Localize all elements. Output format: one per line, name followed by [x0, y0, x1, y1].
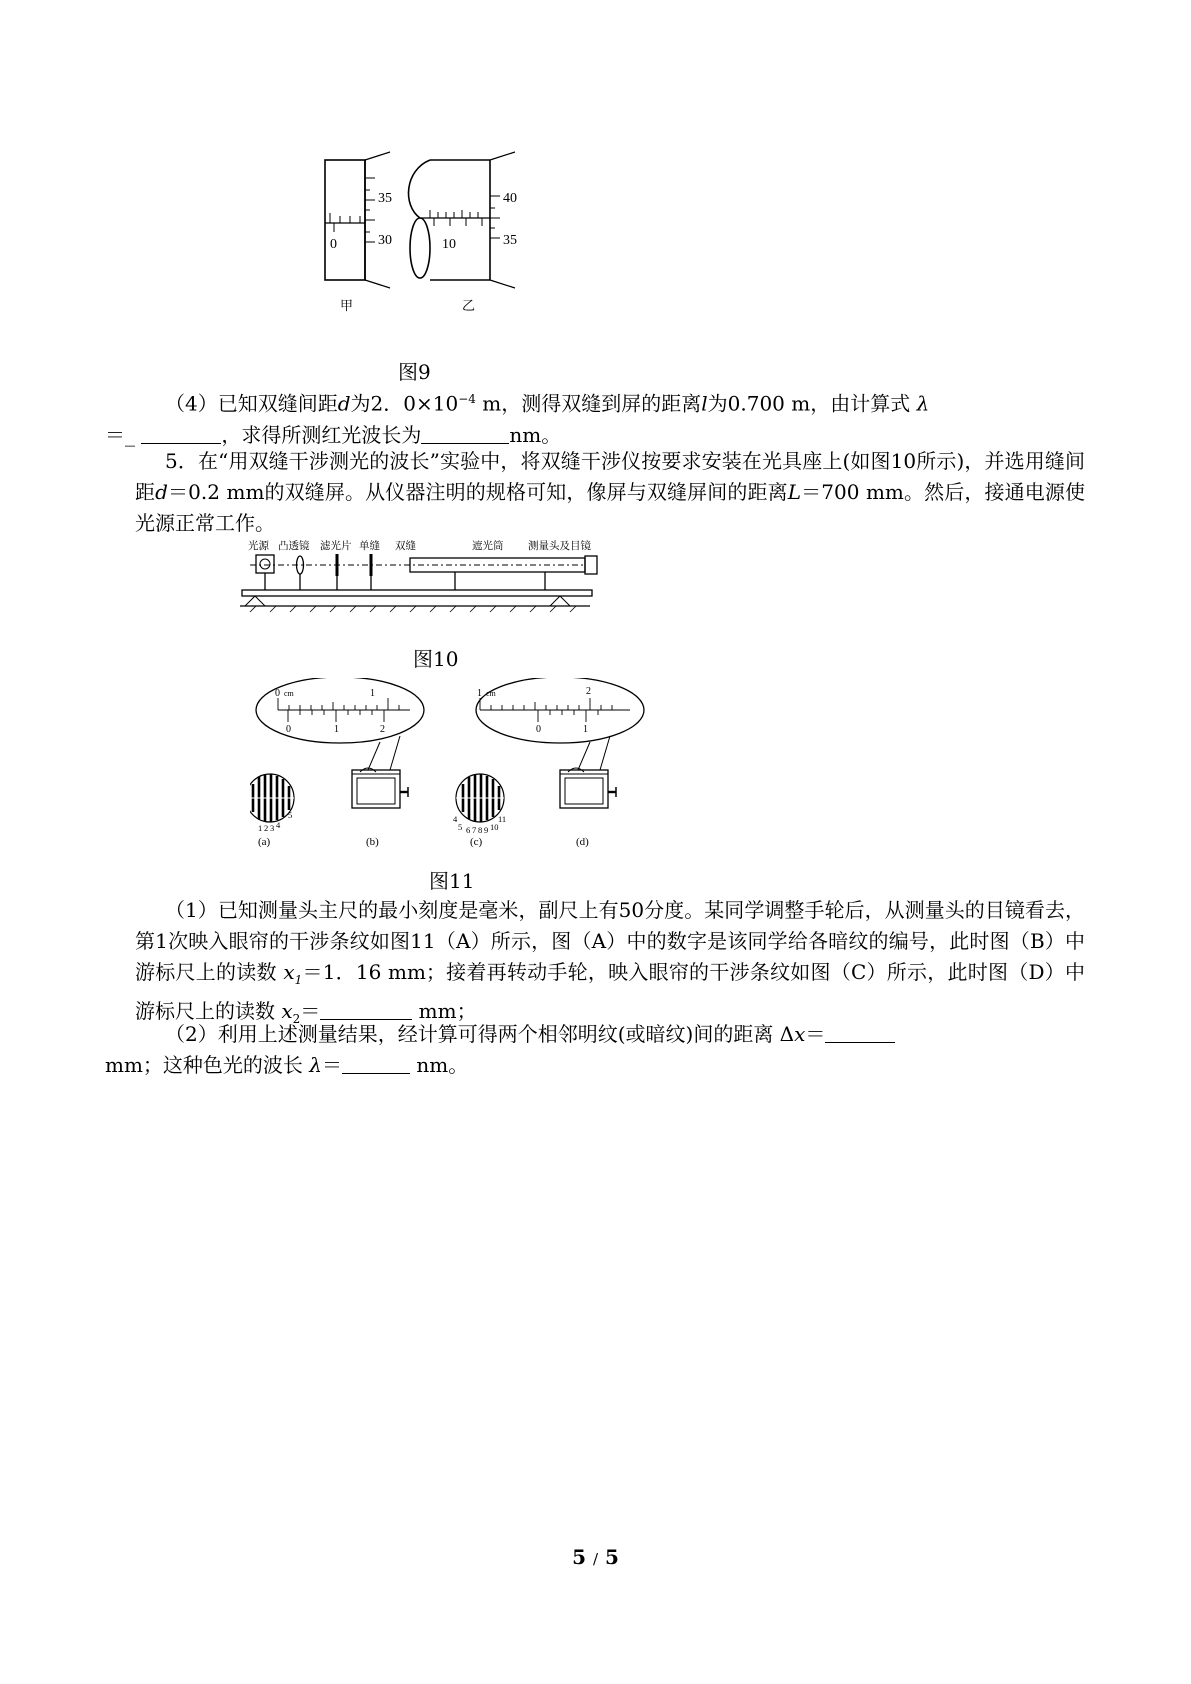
p2-unit: nm。 — [416, 1053, 469, 1077]
p2-equals: ＝ — [805, 1022, 826, 1046]
fig11b-vernier-0: 0 — [286, 724, 291, 735]
fig10-label-measuring-head: 测量头及目镜 — [528, 541, 591, 552]
fig11a-number-1: 1 — [258, 823, 263, 833]
figure-10-caption: 图10 — [413, 647, 459, 671]
q4-text-1: （4）已知双缝间距 — [165, 391, 338, 416]
p2-dx-blank[interactable] — [825, 1022, 895, 1043]
q5-text-2: ＝0.2 mm的双缝屏。从仪器注明的规格可知，像屏与双缝屏间的距离 — [167, 480, 788, 504]
q4-wavelength-blank[interactable] — [421, 423, 509, 444]
fig11b-vernier-2: 2 — [380, 724, 385, 735]
p1-var-x1: x — [283, 960, 295, 984]
p2-text-1: （2）利用上述测量结果，经计算可得两个相邻明纹(或暗纹)间的距离 Δ — [165, 1022, 795, 1046]
fig11c-number-10: 10 — [490, 822, 499, 832]
fig9-right-label: 乙 — [462, 298, 476, 313]
fig11b-main-0: 0 — [275, 688, 280, 699]
q4-formula-blank[interactable] — [141, 423, 221, 444]
fig10-label-double-slit: 双缝 — [395, 541, 416, 552]
fig9-left-label: 甲 — [340, 298, 354, 313]
q4-lambda: λ — [916, 391, 930, 416]
fig11c-number-9: 9 — [484, 825, 489, 835]
fig9-left-main-mark: 0 — [330, 237, 337, 252]
question-5-part-1 — [135, 895, 1085, 1035]
p1-equals: ＝ — [300, 999, 321, 1023]
question-5-part-2 — [105, 1019, 1085, 1081]
fig9-right-tick-upper: 40 — [503, 191, 517, 206]
fig10-label-shading-tube: 遮光筒 — [472, 541, 504, 552]
question-5-intro — [135, 446, 1085, 539]
q5-var-d: d — [155, 480, 168, 504]
fig11-panel-a: (a) — [258, 836, 271, 848]
fig10-label-single-slit: 单缝 — [359, 541, 380, 552]
p1-sub-2: 2 — [292, 1012, 301, 1026]
p2-var-x: x — [794, 1022, 806, 1046]
fig11d-main-1: 1 — [477, 688, 482, 699]
fig11a-number-5: 5 — [288, 810, 293, 820]
page-total: 5 — [605, 1545, 619, 1569]
q4-text-3: m，测得双缝到屏的距离 — [475, 391, 702, 416]
fig11c-number-8: 8 — [478, 825, 483, 835]
p2-lambda: λ — [309, 1053, 322, 1077]
fig11-panel-c: (c) — [470, 836, 483, 848]
p1-x2-blank[interactable] — [320, 999, 412, 1020]
fig11-panel-d: (d) — [576, 836, 589, 848]
q4-exponent: −4 — [458, 392, 476, 406]
p1-unit: mm； — [418, 999, 477, 1023]
fig11d-vernier-0: 0 — [536, 724, 541, 735]
page-current: 5 — [572, 1545, 586, 1569]
figure-9-micrometers — [320, 150, 550, 340]
fig11c-number-6: 6 — [466, 825, 471, 835]
p1-text-1: （1）已知测量头主尺的最小刻度是毫米，副尺上有50分度。某同学调整手轮后，从测量头的目镜看去，第1次映入眼帘的干涉条纹如图11（A）所示，图（A）中的数字是该同学给各暗纹的编号，此时图（B）中游标尺上的读数 — [135, 898, 1085, 984]
question-4 — [105, 384, 1085, 451]
fig11a-number-4: 4 — [276, 820, 281, 830]
fig11a-number-2: 2 — [264, 823, 269, 833]
fig11d-vernier-1: 1 — [583, 724, 588, 735]
q5-text-3: ＝700 mm。然后，接通电源使光源正常工作。 — [135, 480, 1085, 535]
page-number — [0, 1545, 1191, 1569]
q4-var-l: l — [701, 391, 708, 416]
fig11c-number-5: 5 — [458, 822, 463, 832]
fig11c-number-4: 4 — [453, 814, 458, 824]
fig11c-number-7: 7 — [472, 825, 477, 835]
q4-text-2: 为2．0×10 — [350, 391, 459, 416]
figure-10-optical-bench — [240, 538, 610, 613]
p1-text-2: ＝1．16 mm；接着再转动手轮，映入眼帘的干涉条纹如图（C）所示，此时图（D）中游标尺上的读数 — [135, 960, 1086, 1023]
p1-sub-1: 1 — [294, 973, 303, 987]
q4-equals: ＝ — [105, 422, 125, 447]
fig10-label-convex-lens: 凸透镜 — [278, 541, 310, 552]
fig11b-vernier-1: 1 — [334, 724, 339, 735]
fig11-panel-b: (b) — [366, 836, 379, 848]
fig10-label-light-source: 光源 — [248, 541, 269, 552]
fig11d-main-cm: cm — [486, 689, 496, 698]
q4-var-d: d — [337, 391, 351, 416]
figure-11-caption: 图11 — [429, 869, 475, 893]
fig10-label-filter: 滤光片 — [320, 541, 352, 552]
q4-blank-mark: _ — [125, 422, 135, 447]
fig11a-number-3: 3 — [270, 823, 275, 833]
fig11d-main-2: 2 — [586, 686, 591, 697]
fig11b-main-cm: cm — [284, 689, 294, 698]
figure-9-caption: 图9 — [398, 360, 431, 384]
q5-text-1: 5．在“用双缝干涉测光的波长”实验中，将双缝干涉仪按要求安装在光具座上(如图10所示)，并选用缝间距 — [135, 449, 1085, 504]
fig11b-main-1: 1 — [370, 688, 375, 699]
fig9-right-tick-lower: 35 — [503, 233, 517, 248]
fig9-right-main-mark: 10 — [442, 237, 456, 252]
q5-var-L: L — [787, 480, 802, 504]
fig11c-number-11: 11 — [498, 814, 507, 824]
page-separator: / — [592, 1550, 599, 1568]
q4-text-5: ，求得所测红光波长为 — [221, 422, 422, 447]
fig9-left-tick-upper: 35 — [378, 191, 392, 206]
p2-equals-2: ＝ — [321, 1053, 342, 1077]
figure-11-fringe-readings — [250, 678, 670, 848]
p2-lambda-blank[interactable] — [342, 1053, 410, 1074]
q4-unit: nm。 — [509, 422, 562, 447]
fig9-left-tick-lower: 30 — [378, 233, 392, 248]
q4-text-4: 为0.700 m，由计算式 — [707, 391, 911, 416]
p1-var-x2: x — [281, 999, 293, 1023]
p2-text-2: mm；这种色光的波长 — [105, 1053, 303, 1077]
